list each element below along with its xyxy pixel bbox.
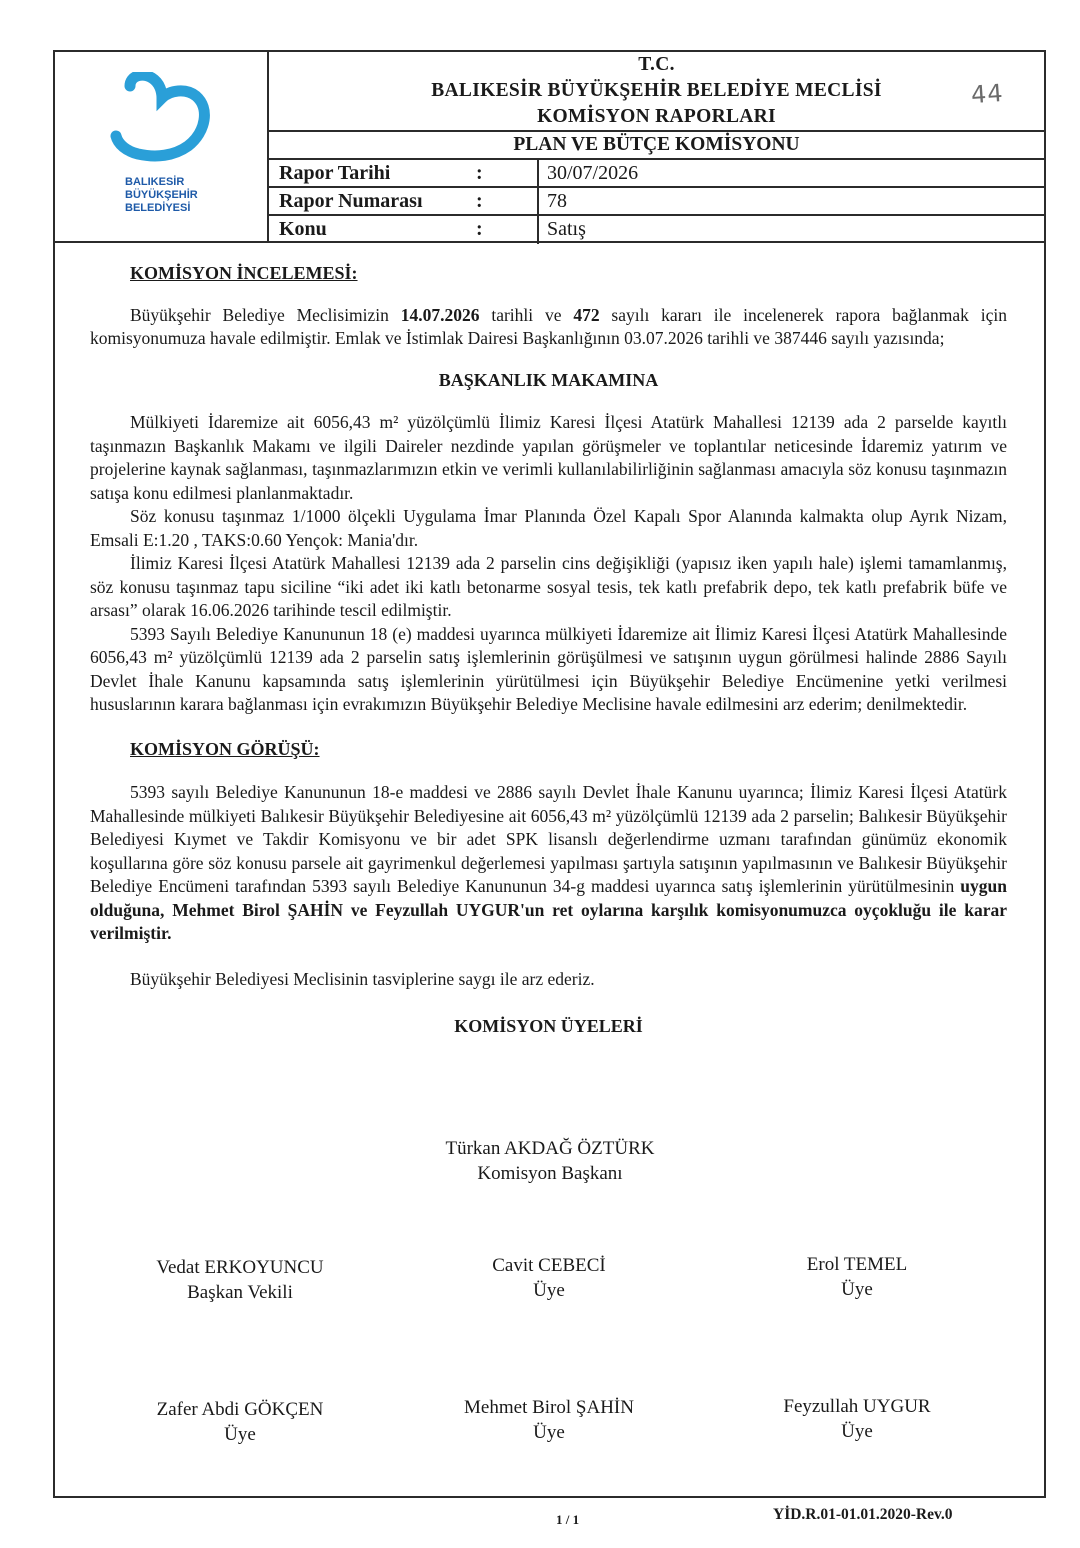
paragraph-1: Mülkiyeti İdaremize ait 6056,43 m² yüzölçümlü İlimiz Karesi İlçesi Atatürk Mahallesi 12139 ada 2 parselde kayıtlı taşınmazın Başkanlık Makamı ve ilgili Daireler nezdinde yapılan görüşmeler ve toplantılar neticesinde İdaremiz yatırım ve projelerine kaynak sağlanması, taşınmazlarımızın etkin ve verimli kullanılabilirliğinin sağlanması amacıyla söz konusu taşınmazın satışa konu edilmesi planlanmaktadır. (90, 412, 1007, 503)
section-review-title: KOMİSYON İNCELEMESİ: (130, 263, 358, 283)
title-tc: T.C. (638, 54, 675, 75)
signature-name: Cavit CEBECİ (492, 1255, 606, 1276)
report-date-label: Rapor Tarihi (279, 162, 391, 184)
closing-paragraph: Büyükşehir Belediyesi Meclisinin tasviplerine saygı ile arz ederiz. (130, 968, 595, 989)
signature-role: Üye (533, 1422, 565, 1443)
logo-wordmark (125, 176, 198, 215)
signature-role: Üye (533, 1280, 565, 1301)
opinion-text: 5393 sayılı Belediye Kanununun 18-e maddesi ve 2886 sayılı Devlet İhale Kanunu uyarınca; İlimiz Karesi İlçesi Atatürk Mahallesinde mülkiyeti Balıkesir Büyükşehir Belediyesine ait 6056,43 m² yüzölçümlü 12139 ada 2 parselin; Balıkesir Büyükşehir Belediyesi Kıymet ve Takdir Komisyonu ve bir adet SPK lisanslı değerlendirme uzmanı tarafından günümüz ekonomik koşullarına göre söz konusu parsele ait gayrimenkul değerlemesi yapılması şartıyla satışının yapılmasının ve Balıkesir Büyükşehir Belediye Encümeni tarafından 5393 sayılı Belediye Kanununun 34-g maddesi uyarınca satış işlemlerinin yürütülmesinin (90, 782, 1007, 896)
logo-line-2: BÜYÜKŞEHİR (125, 189, 198, 201)
colon: : (476, 190, 483, 212)
opinion-decision: uygun olduğuna, Mehmet Birol ŞAHİN ve Feyzullah UYGUR'un ret oylarına karşılık komisyonumuzca oyçokluğu ile karar verilmiştir. (90, 876, 1007, 943)
intro-text: tarihli ve (479, 304, 574, 325)
column-divider (537, 186, 539, 216)
subject-label: Konu (279, 218, 327, 240)
intro-text: sayılı kararı ile incelenerek rapora bağlanmak için komisyonumuza havale edilmiştir. Emlak ve İstimlak Dairesi Başkanlığının 03.07.2026 tarihli ve 387446 sayılı yazısında; (90, 304, 1007, 348)
report-number-row (269, 186, 1044, 214)
handwritten-number: 44 (970, 78, 1005, 110)
report-date-value: 30/07/2026 (547, 162, 639, 184)
page-number: 1 / 1 (556, 1512, 580, 1527)
members-title: KOMİSYON ÜYELERİ (454, 1016, 643, 1036)
signature-name: Türkan AKDAĞ ÖZTÜRK (445, 1138, 655, 1159)
section-opinion-title: KOMİSYON GÖRÜŞÜ: (130, 738, 320, 759)
intro-text: Büyükşehir Belediye Meclisimizin (130, 304, 401, 325)
signature-member (399, 1253, 699, 1303)
signature-role: Üye (224, 1424, 256, 1445)
report-date-row (269, 158, 1044, 186)
report-number-label: Rapor Numarası (279, 190, 423, 212)
colon: : (476, 218, 483, 240)
paragraph-4: 5393 Sayılı Belediye Kanununun 18 (e) maddesi uyarınca mülkiyeti İdaremize ait İlimiz Karesi İlçesi Atatürk Mahallesinde 6056,43 m² yüzölçümlü 12139 ada 2 parselin satış işlemlerinin görüşülmesi ve satışının uygun görülmesi halinde 2886 Sayılı Devlet İhale Kanunu kapsamında satış işlemlerinin yürütülmesi için Büyükşehir Belediye Encümenine yetki verilmesi hususlarının karara bağlanması için evrakımızın Büyükşehir Belediye Meclisine havale edilmesini arz ederim; denilmektedir. (90, 623, 1007, 714)
column-divider (537, 158, 539, 188)
signature-member (399, 1395, 699, 1445)
report-body (90, 262, 1007, 1039)
signature-member (707, 1252, 1007, 1302)
header-title (269, 50, 1044, 132)
report-header (53, 50, 1046, 243)
document-code: YİD.R.01-01.01.2020-Rev.0 (773, 1506, 953, 1523)
intro-date: 14.07.2026 (400, 304, 480, 325)
opinion-paragraph (90, 781, 1007, 946)
logo-line-3: BELEDİYESİ (125, 202, 191, 214)
subject-row (269, 214, 1044, 242)
municipality-logo-icon (108, 72, 218, 172)
signature-chair (400, 1136, 700, 1186)
colon: : (476, 162, 483, 184)
addressee: BAŞKANLIK MAKAMINA (438, 369, 659, 390)
signature-name: Erol TEMEL (806, 1254, 908, 1275)
signature-role: Üye (841, 1279, 873, 1300)
column-divider (537, 214, 539, 244)
subject-value: Satış (547, 218, 586, 240)
intro-number: 472 (573, 304, 600, 325)
title-council: BALIKESİR BÜYÜKŞEHİR BELEDİYE MECLİSİ (431, 80, 882, 101)
paragraph-3: İlimiz Karesi İlçesi Atatürk Mahallesi 12139 ada 2 parselin cins değişikliği (yapısız iken yapılı hale) işlemi tamamlanmış, söz konusu taşınmaz tapu siciline “iki adet iki katlı betonarme sosyal tesis, tek katlı prefabrik depo, tek katlı prefabrik büfe ve arsası” olarak 16.06.2026 tarihinde tescil edilmiştir. (90, 553, 1007, 620)
signature-name: Feyzullah UYGUR (783, 1396, 931, 1417)
logo-cell (53, 50, 269, 241)
title-reports: KOMİSYON RAPORLARI (537, 106, 776, 127)
signature-member (707, 1394, 1007, 1444)
commission-name: PLAN VE BÜTÇE KOMİSYONU (269, 130, 1044, 158)
signature-name: Zafer Abdi GÖKÇEN (156, 1399, 324, 1420)
signature-name: Mehmet Birol ŞAHİN (464, 1397, 634, 1418)
report-number-value: 78 (547, 190, 567, 212)
signature-member (90, 1397, 390, 1447)
signature-member (90, 1255, 390, 1305)
paragraph-2: Söz konusu taşınmaz 1/1000 ölçekli Uygulama İmar Planında Özel Kapalı Spor Alanında kalmakta olup Ayrık Nizam, Emsali E:1.20 , TAKS:0.60 Yençok: Mania'dır. (90, 506, 1007, 550)
logo-line-1: BALIKESİR (125, 176, 185, 188)
intro-paragraph (90, 304, 1007, 351)
signature-role: Başkan Vekili (187, 1282, 293, 1303)
signature-role: Komisyon Başkanı (477, 1163, 623, 1184)
signature-role: Üye (841, 1421, 873, 1442)
signature-name: Vedat ERKOYUNCU (156, 1257, 324, 1278)
